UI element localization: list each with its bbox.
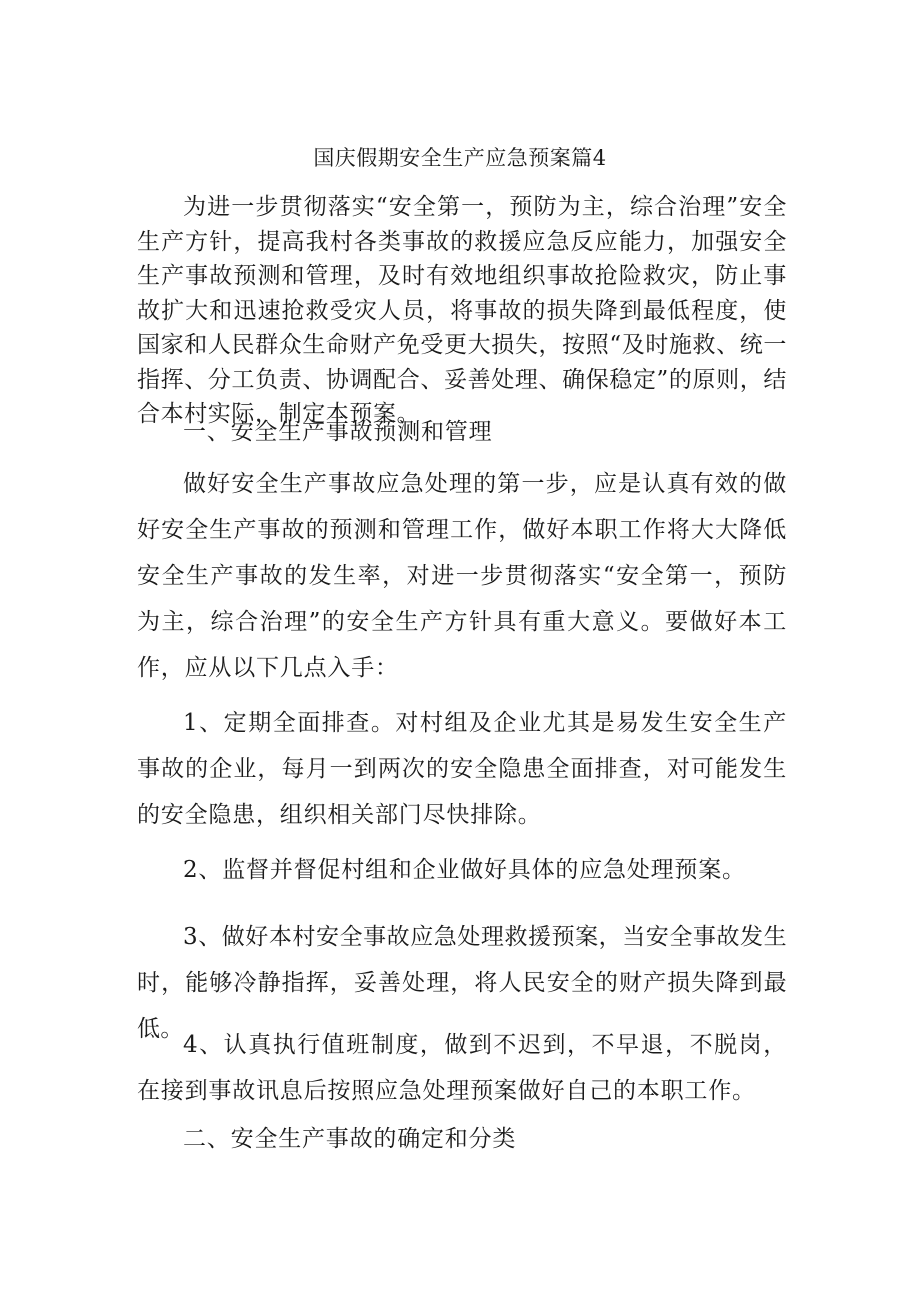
list-item-1: 1、定期全面排查。对村组及企业尤其是易发生安全生产事故的企业，每月一到两次的安全隐患全面排查，对可能发生的安全隐患，组织相关部门尽快排除。 (137, 710, 787, 828)
section-heading-1: 一、安全生产事故预测和管理 (183, 419, 493, 445)
section-1-body: 做好安全生产事故应急处理的第一步，应是认真有效的做好安全生产事故的预测和管理工作，做好本职工作将大大降低安全生产事故的发生率，对进一步贯彻落实“安全第一，预防为主，综合治理”的安全生产方针具有重大意义。要做好本工作，应从以下几点入手： (137, 471, 787, 681)
list-item-4: 4、认真执行值班制度，做到不迟到，不早退，不脱岗，在接到事故讯息后按照应急处理预案做好自己的本职工作。 (137, 1032, 787, 1104)
list-item-3: 3、做好本村安全事故应急处理救援预案，当安全事故发生时，能够冷静指挥，妥善处理，将人民安全的财产损失降到最低。 (137, 924, 787, 1042)
document-title: 国庆假期安全生产应急预案篇4 (313, 146, 607, 170)
list-item-2: 2、监督并督促村组和企业做好具体的应急处理预案。 (183, 857, 746, 883)
intro-paragraph: 为进一步贯彻落实“安全第一，预防为主，综合治理”安全生产方针，提高我村各类事故的救援应急反应能力，加强安全生产事故预测和管理，及时有效地组织事故抢险救灾，防止事故扩大和迅速抢救受灾人员，将事故的损失降到最低程度，使国家和人民群众生命财产免受更大损失，按照“及时施救、统一指挥、分工负责、协调配合、妥善处理、确保稳定”的原则，结合本村实际，制定本预案。 (137, 194, 787, 427)
section-heading-2: 二、安全生产事故的确定和分类 (183, 1126, 517, 1152)
